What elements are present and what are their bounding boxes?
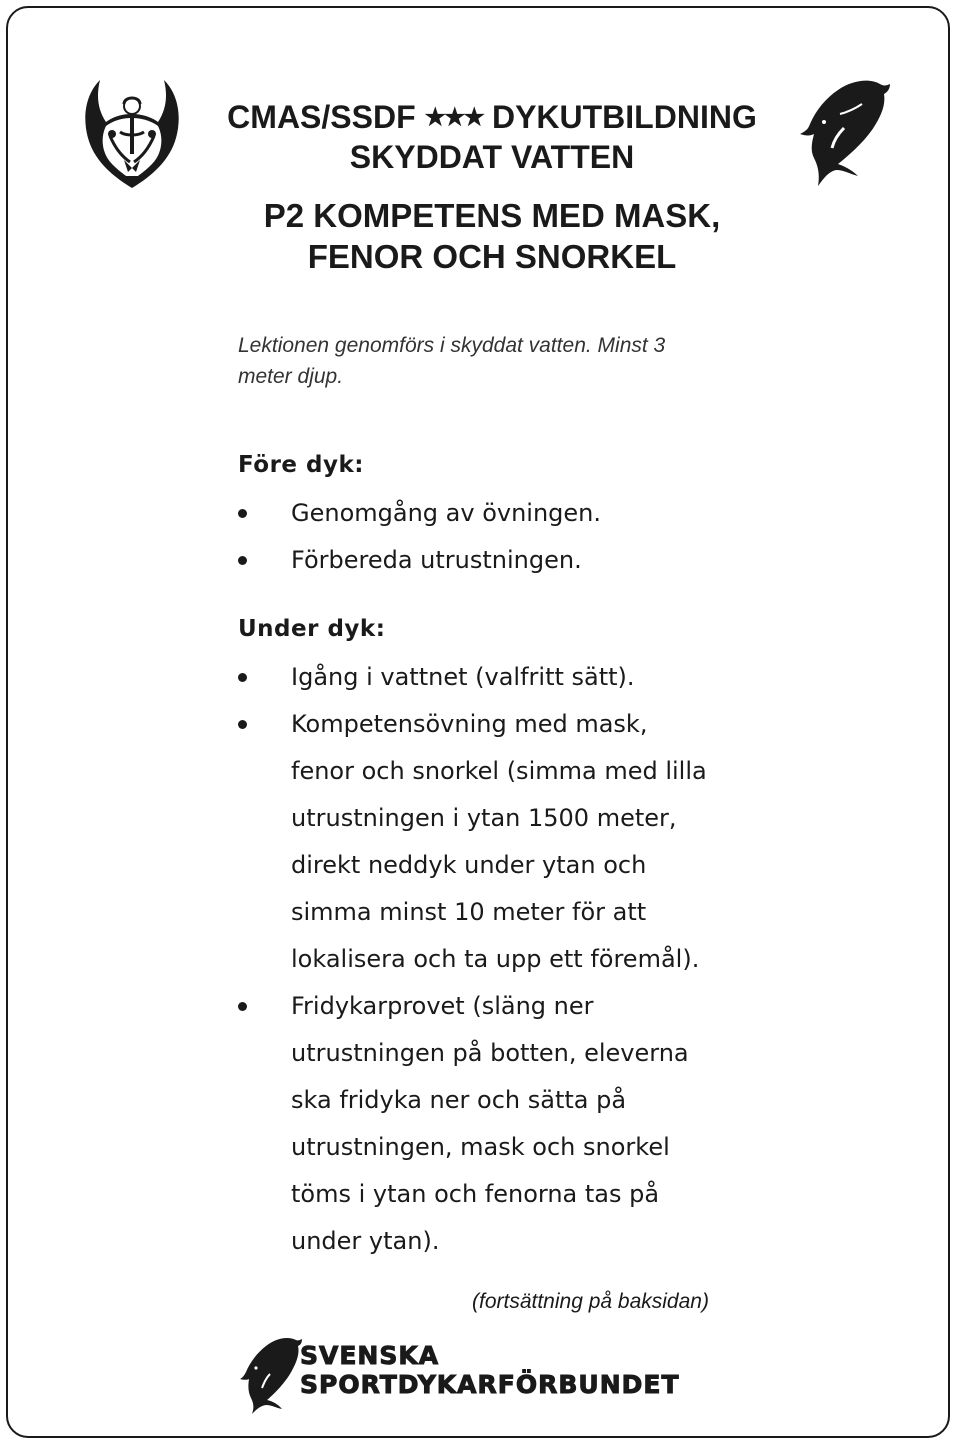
before-dive-heading: Före dyk: (238, 452, 364, 478)
federation-logo-text: SVENSKA SPORTDYKARFÖRBUNDET (300, 1341, 680, 1399)
lesson-title-line2: FENOR OCH SNORKEL (307, 238, 677, 275)
dolphin-icon (800, 78, 890, 190)
program-subtitle: SKYDDAT VATTEN (349, 139, 635, 175)
bullet-icon (238, 720, 247, 729)
lesson-title-line1: P2 KOMPETENS MED MASK, (263, 197, 721, 234)
list-item: Förbereda utrustningen. (238, 537, 758, 584)
program-title: CMAS/SSDF ★★★ DYKUTBILDNING (227, 99, 757, 135)
during-dive-list (238, 654, 758, 1265)
during-dive-heading: Under dyk: (238, 616, 386, 642)
cmas-emblem-icon (80, 76, 184, 192)
bullet-icon (238, 509, 247, 518)
list-item: Genomgång av övningen. (238, 490, 758, 537)
bullet-icon (238, 673, 247, 682)
list-item: Kompetensövning med mask, fenor och snorkel (simma med lilla utrustningen i ytan 1500 meter, direkt neddyk under ytan och simma minst 10 meter för att lokalisera och ta upp ett föremål). (238, 701, 758, 983)
three-stars-icon: ★★★ (424, 104, 484, 131)
before-dive-list (238, 490, 758, 584)
list-item: Fridykarprovet (släng ner utrustningen på botten, eleverna ska fridyka ner och sätta på utrustningen, mask och snorkel töms i ytan och fenorna tas på under ytan). (238, 983, 758, 1265)
intro-text: Lektionen genomförs i skyddat vatten. Minst 3 meter djup. (238, 334, 666, 388)
bullet-icon (238, 1002, 247, 1011)
continuation-note: (fortsättning på baksidan) (472, 1290, 709, 1313)
list-item: Igång i vattnet (valfritt sätt). (238, 654, 758, 701)
bullet-icon (238, 556, 247, 565)
dolphin-icon (240, 1336, 302, 1416)
